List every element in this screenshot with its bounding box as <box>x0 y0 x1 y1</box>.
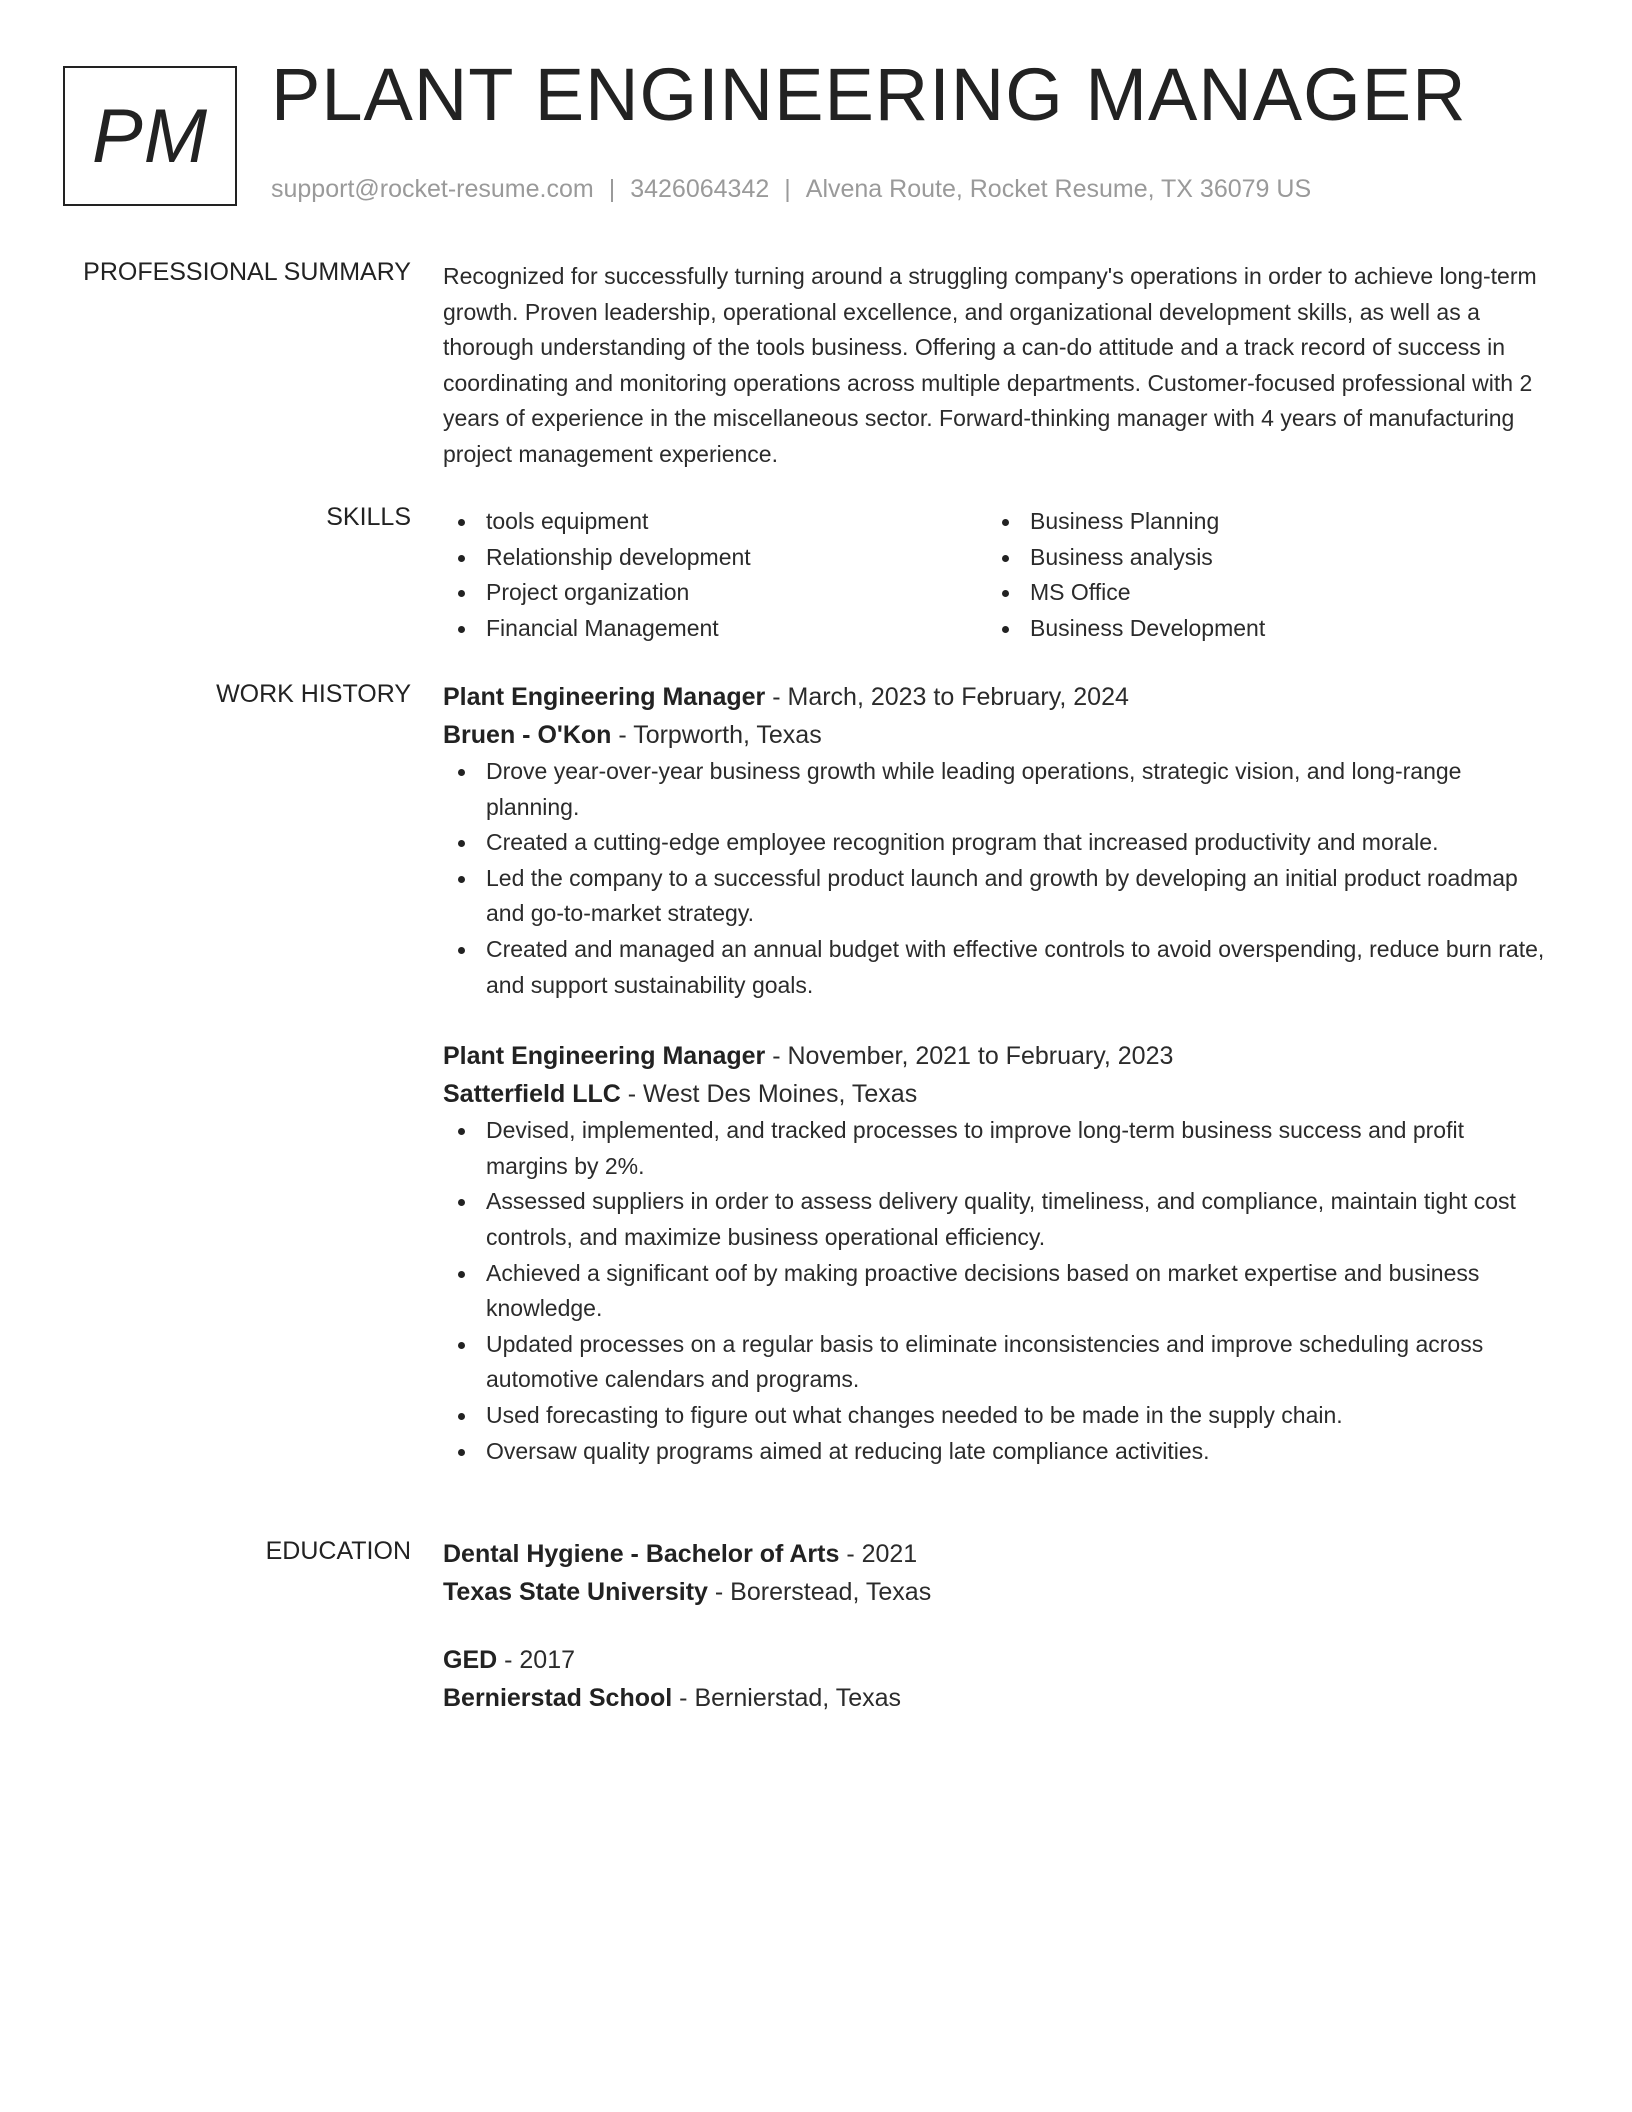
skills-list-right <box>987 504 1531 646</box>
job-company-line <box>443 1075 1551 1113</box>
education-school: Texas State University <box>443 1578 708 1606</box>
monogram-initials: PM <box>92 93 208 179</box>
contact-separator: | <box>784 175 791 203</box>
education-entry <box>443 1535 1551 1611</box>
skills-column-right <box>987 504 1531 646</box>
education-degree: Dental Hygiene - Bachelor of Arts <box>443 1540 840 1568</box>
contact-phone[interactable]: 3426064342 <box>630 175 770 203</box>
job-bullet: Devised, implemented, and tracked processes to improve long-term business success and profit margins by 2%. <box>443 1113 1551 1184</box>
skills-heading: SKILLS <box>326 503 411 531</box>
summary-heading: PROFESSIONAL SUMMARY <box>83 258 411 286</box>
education-school-line <box>443 1679 1551 1717</box>
education-degree-line <box>443 1535 1551 1573</box>
job-bullet-list <box>443 1113 1551 1469</box>
education-school: Bernierstad School <box>443 1684 673 1712</box>
skill-item: Business analysis <box>987 540 1531 576</box>
contact-separator: | <box>608 175 616 203</box>
job-title-line <box>443 678 1551 716</box>
education-school-line <box>443 1573 1551 1611</box>
job-bullet: Achieved a significant oof by making proactive decisions based on market expertise and business knowledge. <box>443 1256 1551 1327</box>
skill-item: Relationship development <box>443 540 987 576</box>
job-bullet-list <box>443 754 1551 1003</box>
job-bullet: Led the company to a successful product launch and growth by developing an initial product roadmap and go-to-market strategy. <box>443 861 1551 932</box>
resume-name: PLANT ENGINEERING MANAGER <box>271 53 1467 136</box>
skill-item: Business Planning <box>987 504 1531 540</box>
skills-column-left <box>443 504 987 646</box>
job-location: - West Des Moines, Texas <box>620 1080 918 1109</box>
job-bullet: Oversaw quality programs aimed at reducing late compliance activities. <box>443 1434 1551 1470</box>
job-title: Plant Engineering Manager <box>443 683 766 711</box>
contact-address: Alvena Route, Rocket Resume, TX 36079 US <box>805 175 1312 203</box>
education-body <box>443 1535 1551 1717</box>
summary-body <box>443 259 1551 473</box>
job-dates: - March, 2023 to February, 2024 <box>765 683 1129 711</box>
contact-email[interactable]: support@rocket-resume.com <box>271 175 594 203</box>
contact-line <box>271 175 1311 204</box>
skill-item: tools equipment <box>443 504 987 540</box>
job-company-line <box>443 716 1551 754</box>
job-bullet: Created a cutting-edge employee recognition program that increased productivity and morale. <box>443 825 1551 861</box>
education-year: - 2017 <box>497 1646 576 1674</box>
skill-item: Financial Management <box>443 611 987 647</box>
summary-text: Recognized for successfully turning around a struggling company's operations in order to achieve long-term growth. Proven leadership, operational excellence, and organizational development skills, as well as a thorough understanding of the tools business. Offering a can-do attitude and a track record of success in coordinating and monitoring operations across multiple departments. Customer-focused professional with 2 years of experience in the miscellaneous sector. Forward-thinking manager with 4 years of manufacturing project management experience. <box>443 263 1537 467</box>
education-degree-line <box>443 1641 1551 1679</box>
job-title-line <box>443 1037 1551 1075</box>
job-dates: - November, 2021 to February, 2023 <box>765 1042 1174 1071</box>
education-location: - Bernierstad, Texas <box>672 1684 902 1712</box>
work-history-body <box>443 678 1551 1469</box>
job-company: Satterfield LLC <box>443 1080 621 1109</box>
job-bullet: Created and managed an annual budget with effective controls to avoid overspending, reduce burn rate, and support sustainability goals. <box>443 932 1551 1003</box>
education-degree: GED <box>443 1646 498 1674</box>
work-history-heading: WORK HISTORY <box>216 680 411 708</box>
skills-list-left <box>443 504 987 646</box>
job-bullet: Used forecasting to figure out what changes needed to be made in the supply chain. <box>443 1398 1551 1434</box>
education-year: - 2021 <box>839 1540 918 1568</box>
education-entry <box>443 1641 1551 1717</box>
job-bullet: Assessed suppliers in order to assess delivery quality, timeliness, and compliance, maintain tight cost controls, and maximize business operational efficiency. <box>443 1184 1551 1255</box>
job-bullet: Drove year-over-year business growth while leading operations, strategic vision, and long-range planning. <box>443 754 1551 825</box>
skills-body <box>443 504 1551 646</box>
job-entry <box>443 1037 1551 1469</box>
education-location: - Borerstead, Texas <box>707 1578 932 1606</box>
job-entry <box>443 678 1551 1003</box>
skill-item: Project organization <box>443 575 987 611</box>
skills-columns <box>443 504 1551 646</box>
education-heading: EDUCATION <box>265 1537 411 1565</box>
job-location: - Torpworth, Texas <box>611 721 822 749</box>
monogram-box <box>63 66 237 206</box>
job-title: Plant Engineering Manager <box>443 1042 766 1071</box>
skill-item: MS Office <box>987 575 1531 611</box>
job-company: Bruen - O'Kon <box>443 721 612 749</box>
skill-item: Business Development <box>987 611 1531 647</box>
job-bullet: Updated processes on a regular basis to eliminate inconsistencies and improve scheduling across automotive calendars and programs. <box>443 1327 1551 1398</box>
